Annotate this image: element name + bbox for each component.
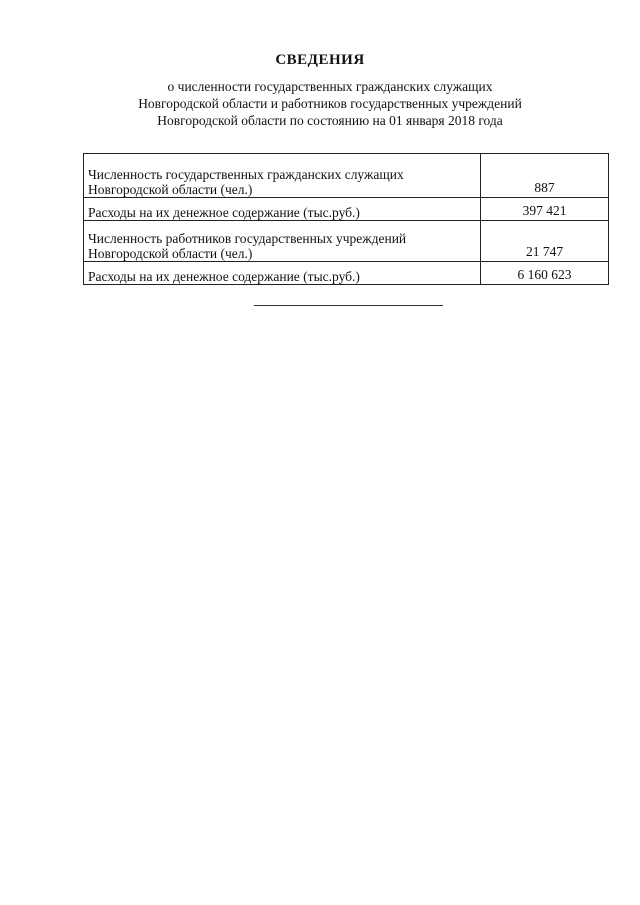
document-title: СВЕДЕНИЯ	[275, 52, 365, 68]
row-label	[84, 262, 481, 285]
statistics-table	[83, 153, 609, 285]
table-row	[84, 262, 609, 285]
subtitle-line: о численности государственных гражданских служащих	[167, 79, 493, 94]
row-label-line: Новгородской области (чел.)	[88, 246, 253, 261]
table-row	[84, 154, 609, 198]
document-subtitle	[100, 78, 560, 129]
row-label-line: Расходы на их денежное содержание (тыс.руб.)	[88, 205, 360, 220]
row-label	[84, 221, 481, 262]
row-value: 6 160 623	[481, 262, 609, 285]
closing-divider	[254, 305, 443, 306]
row-value: 21 747	[481, 221, 609, 262]
subtitle-line: Новгородской области по состоянию на 01 января 2018 года	[157, 113, 503, 128]
subtitle-line: Новгородской области и работников государственных учреждений	[138, 96, 522, 111]
row-label-line: Численность государственных гражданских служащих	[88, 167, 404, 182]
row-value: 887	[481, 154, 609, 198]
row-label	[84, 154, 481, 198]
row-value: 397 421	[481, 198, 609, 221]
table-row	[84, 198, 609, 221]
row-label-line: Расходы на их денежное содержание (тыс.руб.)	[88, 269, 360, 284]
table-row	[84, 221, 609, 262]
row-label-line: Численность работников государственных учреждений	[88, 231, 407, 246]
row-label	[84, 198, 481, 221]
row-label-line: Новгородской области (чел.)	[88, 182, 253, 197]
